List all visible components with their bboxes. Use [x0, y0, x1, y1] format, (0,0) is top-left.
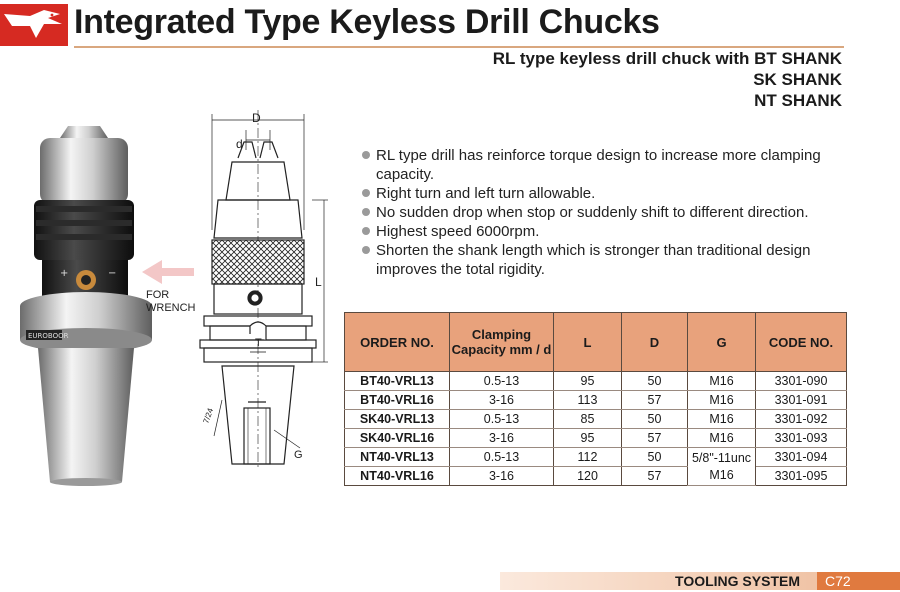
cell-G: M16: [688, 429, 756, 448]
wrench-arrow: [142, 260, 194, 284]
cell-code: 3301-090: [756, 372, 847, 391]
feature-list: [362, 146, 862, 279]
cell-capacity: 3-16: [450, 391, 554, 410]
cell-capacity: 0.5-13: [450, 448, 554, 467]
product-diagram: [0, 90, 340, 490]
dim-label-D: D: [252, 111, 261, 125]
col-header-capacity: Clamping Capacity mm / d: [450, 313, 554, 372]
cell-D: 57: [622, 391, 688, 410]
feature-item: No sudden drop when stop or suddenly shift to different direction.: [362, 203, 862, 222]
svg-text:−: −: [108, 268, 117, 279]
cell-G: M16: [688, 391, 756, 410]
dim-label-G: G: [294, 449, 303, 461]
cell-G-line: M16: [709, 467, 734, 482]
cell-code: 3301-095: [756, 467, 847, 486]
cell-D: 57: [622, 467, 688, 486]
brand-logo: [0, 4, 68, 46]
subtitle-line: NT SHANK: [754, 91, 842, 110]
page-number: C72: [817, 572, 900, 590]
cell-L: 85: [554, 410, 622, 429]
feature-item: Shorten the shank length which is stronger than traditional design improves the total rigidity.: [362, 241, 862, 279]
cell-capacity: 0.5-13: [450, 410, 554, 429]
col-header-code: CODE NO.: [756, 313, 847, 372]
dim-label-d: d: [236, 137, 243, 151]
page-title: Integrated Type Keyless Drill Chucks: [74, 3, 660, 41]
cell-order: SK40-VRL13: [345, 410, 450, 429]
cell-D: 50: [622, 372, 688, 391]
wrench-label: FOR: [146, 289, 170, 301]
table-row: [345, 467, 847, 486]
cell-code: 3301-091: [756, 391, 847, 410]
col-header-order: ORDER NO.: [345, 313, 450, 372]
cell-code: 3301-093: [756, 429, 847, 448]
table-row: [345, 429, 847, 448]
cell-order: NT40-VRL13: [345, 448, 450, 467]
cell-capacity: 3-16: [450, 467, 554, 486]
svg-text:+: +: [60, 268, 69, 279]
subtitle-line: RL type keyless drill chuck with BT SHANK: [492, 49, 842, 68]
eagle-logo-icon: [0, 4, 68, 46]
cell-order: SK40-VRL16: [345, 429, 450, 448]
dim-label-T: T: [255, 337, 262, 349]
cell-L: 95: [554, 429, 622, 448]
cell-L: 113: [554, 391, 622, 410]
cell-L: 95: [554, 372, 622, 391]
dim-label-taper: 7/24: [201, 406, 216, 425]
subtitle-block: [493, 48, 842, 111]
cell-G-merged: [688, 448, 756, 486]
spec-table: [344, 312, 847, 486]
col-header-L: L: [554, 313, 622, 372]
brand-mark: EUROBOOR: [28, 332, 69, 340]
cell-order: BT40-VRL16: [345, 391, 450, 410]
table-row: [345, 448, 847, 467]
cell-capacity: 0.5-13: [450, 372, 554, 391]
cell-G-line: 5/8"-11unc: [691, 450, 752, 465]
wrench-label: WRENCH: [146, 302, 196, 314]
cell-order: NT40-VRL16: [345, 467, 450, 486]
chuck-photo: [20, 126, 152, 486]
cell-L: 120: [554, 467, 622, 486]
feature-item: Right turn and left turn allowable.: [362, 184, 862, 203]
cell-D: 50: [622, 448, 688, 467]
technical-drawing: [200, 110, 328, 470]
cell-code: 3301-094: [756, 448, 847, 467]
table-row: [345, 372, 847, 391]
col-header-D: D: [622, 313, 688, 372]
cell-order: BT40-VRL13: [345, 372, 450, 391]
cell-code: 3301-092: [756, 410, 847, 429]
table-row: [345, 410, 847, 429]
cell-D: 57: [622, 429, 688, 448]
cell-G: M16: [688, 372, 756, 391]
cell-D: 50: [622, 410, 688, 429]
cell-capacity: 3-16: [450, 429, 554, 448]
footer-section: TOOLING SYSTEM: [675, 573, 800, 589]
feature-item: RL type drill has reinforce torque design to increase more clamping capacity.: [362, 146, 862, 184]
table-row: [345, 391, 847, 410]
col-header-G: G: [688, 313, 756, 372]
cell-L: 112: [554, 448, 622, 467]
cell-G: M16: [688, 410, 756, 429]
table-header-row: [345, 313, 847, 372]
subtitle-line: SK SHANK: [753, 70, 842, 89]
feature-item: Highest speed 6000rpm.: [362, 222, 862, 241]
dim-label-L: L: [315, 275, 322, 289]
